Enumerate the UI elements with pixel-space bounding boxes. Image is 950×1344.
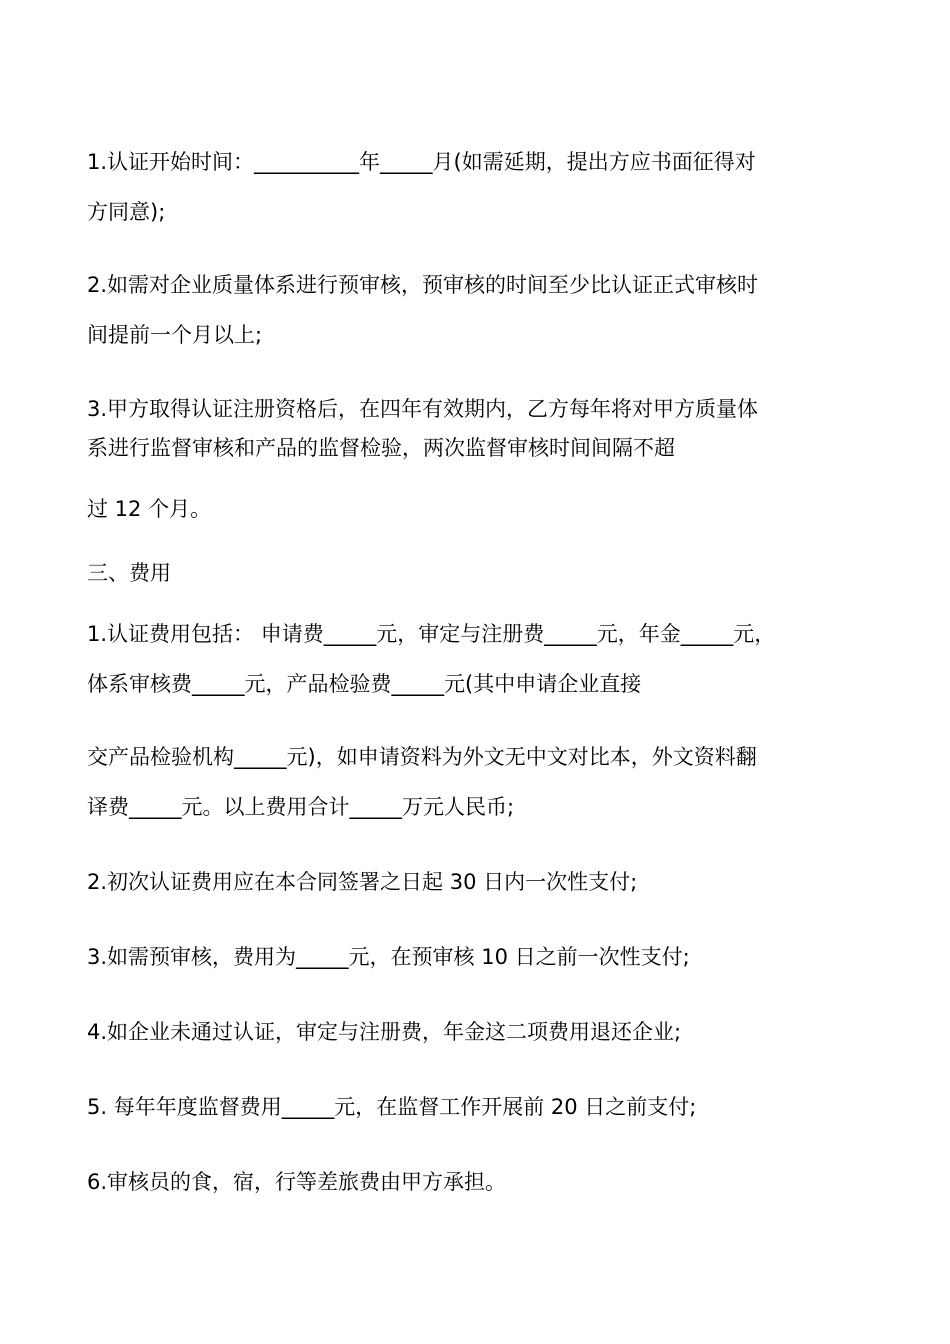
clause-2-line-1: 2.如需对企业质量体系进行预审核，预审核的时间至少比认证正式审核时	[87, 273, 759, 297]
clause-2-line-2: 间提前一个月以上;	[87, 323, 263, 347]
fee-clause-1-line-1: 1.认证费用包括： 申请费_____元，审定与注册费_____元，年金_____元，	[87, 622, 776, 646]
clause-3-line-2: 系进行监督审核和产品的监督检验，两次监督审核时间间隔不超	[87, 436, 675, 460]
fee-clause-6: 6.审核员的食，宿，行等差旅费由甲方承担。	[87, 1170, 507, 1194]
fee-clause-1-line-3: 交产品检验机构_____元)，如申请资料为外文无中文对比本，外文资料翻	[87, 745, 757, 769]
fee-clause-2: 2.初次认证费用应在本合同签署之日起 30 日内一次性支付;	[87, 870, 638, 894]
fee-clause-3: 3.如需预审核，费用为_____元，在预审核 10 日之前一次性支付;	[87, 945, 690, 969]
fee-clause-1-line-4: 译费_____元。以上费用合计_____万元人民币;	[87, 795, 515, 819]
clause-1-line-2: 方同意);	[87, 200, 166, 224]
clause-3-line-3: 过 12 个月。	[87, 497, 212, 521]
section-heading-fees: 三、费用	[87, 561, 171, 585]
fee-clause-5: 5. 每年年度监督费用_____元，在监督工作开展前 20 日之前支付;	[87, 1095, 697, 1119]
clause-1-line-1: 1.认证开始时间：__________年_____月(如需延期，提出方应书面征得对	[87, 150, 756, 174]
fee-clause-4: 4.如企业未通过认证，审定与注册费，年金这二项费用退还企业;	[87, 1020, 682, 1044]
fee-clause-1-line-2: 体系审核费_____元，产品检验费_____元(其中申请企业直接	[87, 672, 642, 696]
clause-3-line-1: 3.甲方取得认证注册资格后，在四年有效期内，乙方每年将对甲方质量体	[87, 397, 759, 421]
